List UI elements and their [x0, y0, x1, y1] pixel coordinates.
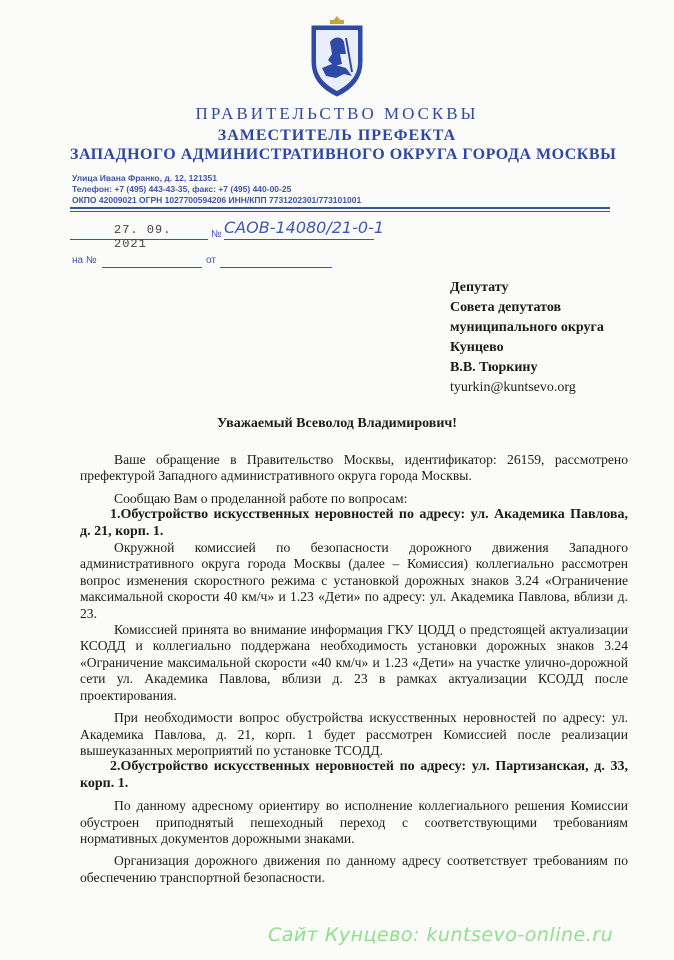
government-title: ПРАВИТЕЛЬСТВО МОСКВЫ: [195, 104, 479, 123]
paragraph: Ваше обращение в Правительство Москвы, идентификатор: 26159, рассмотрено префектурой Западного административного округа города Москвы.: [80, 452, 628, 484]
paragraph: По данному адресному ориентиру во исполнение коллегиального решения Комиссии обустроен приподнятый пешеходный переход с соответствующими требованиям нормативных документов дорожными знаками.: [80, 798, 628, 846]
section-heading-1: 1.Обустройство искусственных неровностей по адресу: ул. Академика Павлова, д. 21, корп. 1.: [80, 507, 628, 539]
paragraph: Комиссией принята во внимание информация ГКУ ЦОДД о предстоящей актуализации КСОДД и коллегиально поддержана необходимость установки дорожных знаков 3.24 «Ограничение максимальной скорости «40 км/ч» и 1.23 «Дети» на участке улично-дорожной сети ул. Академика Павлова, вблизи д. 23 в рамках актуализации КСОДД после проектирования.: [80, 622, 628, 703]
moscow-coat-of-arms-icon: [306, 14, 368, 98]
header-divider: [70, 207, 610, 209]
paragraph: Организация дорожного движения по данному адресу соответствует требованиям по обеспечению транспортной безопасности.: [80, 853, 628, 885]
paragraph: Окружной комиссией по безопасности дорожного движения Западного административного округа города Москвы (далее – Комиссия) коллегиально рассмотрен вопрос изменения скоростного режима с установкой дорожных знаков 3.24 «Ограничение максимальной скорости 40 км/ч» и 1.23 «Дети» по адресу: ул. Академика Павлова, вблизи д. 23.: [80, 540, 628, 621]
date-field: [70, 223, 208, 251]
recipient-name: В.В. Тюркину: [450, 360, 538, 375]
letter-body: [80, 452, 628, 886]
deputy-prefect-title: ЗАМЕСТИТЕЛЬ ПРЕФЕКТА: [217, 127, 457, 144]
greeting: Уважаемый Всеволод Владимирович!: [217, 416, 457, 431]
recipient-line: Депутату: [450, 280, 509, 295]
paragraph: При необходимости вопрос обустройства искусственных неровностей по адресу: ул. Академика Павлова, д. 21, корп. 1 будет рассмотрен Комиссией после реализации вышеуказанных мероприятий по установке ТСОДД.: [80, 710, 628, 758]
date-value: 27. 09. 2021: [114, 223, 172, 251]
ref-date-label: от: [206, 255, 216, 266]
recipient-line: Кунцево: [450, 340, 504, 355]
recipient-line: Совета депутатов: [450, 300, 562, 315]
ref-number-label: на №: [72, 255, 97, 266]
header-divider-thin: [70, 211, 610, 212]
number-field: [224, 218, 385, 240]
district-title: ЗАПАДНОГО АДМИНИСТРАТИВНОГО ОКРУГА ГОРОДА МОСКВЫ: [70, 146, 617, 163]
registration-number: САОВ-14080/21-0-1: [224, 218, 385, 237]
section-heading-2: 2.Обустройство искусственных неровностей по адресу: ул. Партизанская, д. 33, корп. 1.: [80, 759, 628, 791]
number-label: №: [211, 229, 222, 240]
codes-line: ОКПО 42009021 ОГРН 1027700594206 ИНН/КПП 7731202301/773101001: [72, 195, 362, 205]
site-watermark: Сайт Кунцево: kuntsevo-online.ru: [268, 924, 614, 946]
recipient-block: [450, 278, 604, 398]
phone-line: Телефон: +7 (495) 443-43-35, факс: +7 (495) 440-00-25: [72, 184, 292, 194]
ref-number-field: [102, 253, 202, 268]
address-line: Улица Ивана Франко, д. 12, 121351: [72, 173, 217, 183]
recipient-line: муниципального округа: [450, 320, 604, 335]
recipient-email: tyurkin@kuntsevo.org: [450, 380, 576, 395]
paragraph: Сообщаю Вам о проделанной работе по вопросам:: [114, 490, 408, 506]
ref-date-field: [220, 253, 332, 268]
